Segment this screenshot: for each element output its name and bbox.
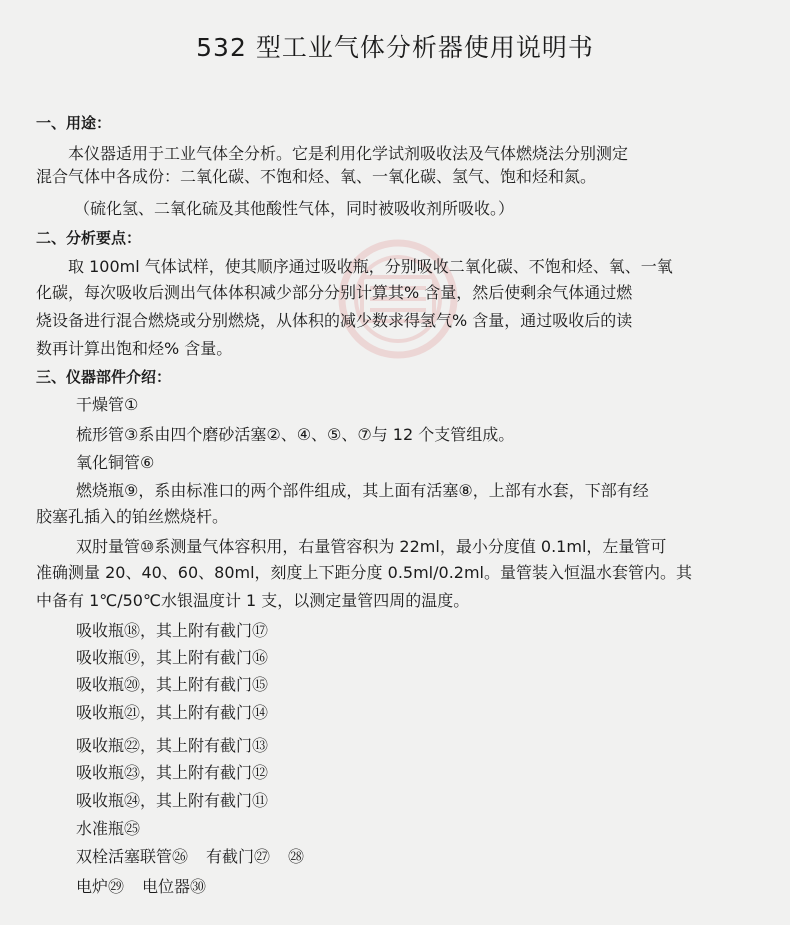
component-line: 干燥管① [76,395,139,414]
page-title: 532 型工业气体分析器使用说明书 [196,33,594,62]
section-heading-usage: 一、用途： [36,114,112,132]
valve-27-label: 有截门㉗ [206,847,271,866]
usage-text-line: 本仪器适用于工业气体全分析。它是利用化学试剂吸收法及气体燃烧法分别测定 [68,144,629,163]
component-line: 双肘量管⑩系测量气体容积用，右量管容积为 22ml，最小分度值 0.1ml，左量管可 [76,537,667,556]
electrical-line [76,876,206,898]
absorber-line: 吸收瓶㉒，其上附有截门⑬ [76,736,269,755]
absorber-line: 吸收瓶⑳，其上附有截门⑮ [76,675,269,694]
component-line: 中备有 1℃/50℃水银温度计 1 支，以测定量管四周的温度。 [36,591,470,610]
analysis-text-line: 烧设备进行混合燃烧或分别燃烧，从体积的减少数求得氢气% 含量，通过吸收后的读 [36,311,633,330]
component-line: 梳形管③系由四个磨砂活塞②、④、⑤、⑦与 12 个支管组成。 [76,425,515,444]
analysis-text-line: 数再计算出饱和烃% 含量。 [36,339,233,358]
double-valve-label: 双栓活塞联管㉖ [76,847,189,866]
absorber-line: 吸收瓶⑲，其上附有截门⑯ [76,648,269,667]
component-line: 氧化铜管⑥ [76,453,155,472]
item-28-label: ㉘ [288,847,305,866]
component-line: 准确测量 20、40、60、80ml，刻度上下距分度 0.5ml/0.2ml。量管装入恒温水套管内。其 [36,563,692,582]
component-line: 胶塞孔插入的铂丝燃烧杆。 [36,507,229,526]
absorber-line: 吸收瓶㉑，其上附有截门⑭ [76,703,269,722]
absorber-line: 吸收瓶㉓，其上附有截门⑫ [76,763,269,782]
analysis-text-line: 化碳，每次吸收后测出气体体积减少部分分别计算其% 含量，然后使剩余气体通过燃 [36,283,633,302]
valve-line [76,846,304,868]
analysis-text-line: 取 100ml 气体试样，使其顺序通过吸收瓶，分别吸收二氧化碳、不饱和烃、氧、一氧 [68,257,673,276]
section-heading-analysis: 二、分析要点： [36,229,142,247]
usage-text-line: （硫化氢、二氧化硫及其他酸性气体，同时被吸收剂所吸收。） [74,199,515,218]
component-line: 燃烧瓶⑨，系由标准口的两个部件组成，其上面有活塞⑧，上部有水套，下部有经 [76,481,649,500]
water-bottle-line: 水准瓶㉕ [76,819,141,838]
absorber-line: 吸收瓶⑱，其上附有截门⑰ [76,621,269,640]
usage-text-line: 混合气体中各成份：二氧化碳、不饱和烃、氧、一氧化碳、氢气、饱和烃和氮。 [36,167,597,186]
absorber-line: 吸收瓶㉔，其上附有截门⑪ [76,791,269,810]
section-heading-components: 三、仪器部件介绍： [36,368,172,386]
potentiometer-label: 电位器㉚ [142,877,207,896]
furnace-label: 电炉㉙ [76,877,125,896]
